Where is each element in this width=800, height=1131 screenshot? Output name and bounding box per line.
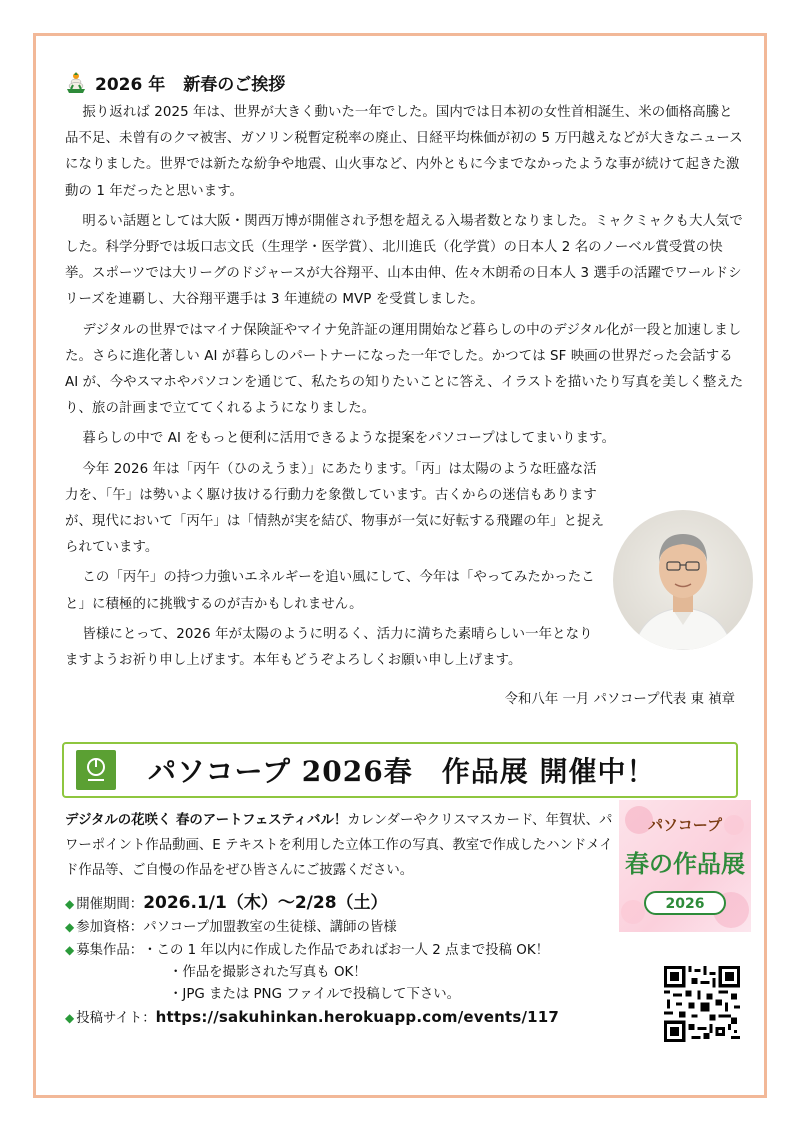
detail-works-row (169, 984, 665, 1006)
detail-period-value: 2026.1/1（木）～2/28（土） (143, 893, 388, 913)
greeting-title: 新春のご挨拶 (183, 75, 286, 95)
detail-works (65, 939, 665, 962)
detail-period (65, 892, 665, 916)
event-intro-headline: デジタルの花咲く 春のアートフェスティバル！ (65, 813, 348, 828)
greeting-paragraph: デジタルの世界ではマイナ保険証やマイナ免許証の運用開始など暮らしの中のデジタル化が一段と加速しました。さらに進化著しい AI が暮らしのパートナーになった一年でした。かつては SF 映画の世界だった会話する AI が、今やスマホやパソコンを通じて、私たちの知りたいことに答え、イラストを描いたり写真を美しく整えたり、旅の計画まで立ててくれるようになりました。 (65, 322, 744, 417)
pasocorp-logo (76, 750, 116, 790)
diamond-bullet-icon: ◆ (65, 943, 75, 957)
kagami-mochi-icon (65, 72, 87, 94)
event-intro-text: カレンダーやクリスマスカード、年賀状、パワーポイント作品動画、E テキストを利用した立体工作の写真、教室で作成したハンドメイド作品等、ご自慢の作品をぜひ皆さんにご披露ください。 (65, 813, 613, 878)
diamond-bullet-icon: ◆ (65, 1011, 75, 1025)
qr-code[interactable] (664, 966, 740, 1042)
detail-eligibility (65, 916, 665, 939)
poster-year-text: 2026 (665, 896, 705, 912)
detail-label: 募集作品： (76, 943, 144, 958)
diamond-bullet-icon: ◆ (65, 920, 75, 934)
detail-works-item: ・この 1 年以内に作成した作品であればお一人 2 点まで投稿 OK！ (143, 943, 549, 958)
greeting-paragraph: 皆様にとって、2026 年が太陽のように明るく、活力に満ちた素晴らしい一年となりますようお祈り申し上げます。本年もどうぞよろしくお願い申し上げます。 (65, 626, 593, 669)
event-banner (62, 742, 738, 798)
greeting-paragraph: 暮らしの中で AI をもっと便利に活用できるような提案をパソコープはしてまいります。 (82, 431, 616, 447)
poster-main-text: 春の作品展 (625, 849, 745, 878)
detail-eligibility-value: パソコープ加盟教室の生徒様、講師の皆様 (143, 920, 397, 935)
event-intro (65, 808, 620, 883)
greeting-paragraph: 明るい話題としては大阪・関西万博が開催され予想を超える入場者数となりました。ミャクミャクも大人気でした。科学分野では坂口志文氏（生理学・医学賞）、北川進氏（化学賞）の日本人 2 名のノーベル賞受賞の快挙。スポーツでは大リーグのドジャースが大谷翔平、山本由伸、佐々木朗希の日本人 3 選手の活躍でワールドシリーズを連覇し、大谷翔平選手は 3 年連続の MVP を受賞しました。 (65, 213, 743, 308)
detail-works-item: ・作品を撮影された写真も OK！ (169, 965, 367, 980)
detail-label: 参加資格： (76, 920, 144, 935)
poster-top-text: パソコープ (648, 816, 722, 834)
greeting-paragraph: 今年 2026 年は「丙午（ひのえうま）」にあたります。「丙」は太陽のような旺盛な活力を、「午」は勢いよく駆け抜ける行動力を象徴しています。古くからの迷信もありますが、現代において「丙午」は「情熱が実を結び、物事が一気に好転する飛躍の年」と捉えられています。 (65, 461, 605, 556)
greeting-year: 2026 年 (95, 75, 166, 95)
representative-portrait (613, 510, 753, 650)
detail-label: 開催期間： (76, 897, 144, 912)
event-banner-title: パソコープ 2026春 作品展 開催中！ (148, 755, 656, 788)
submission-site-link[interactable]: https://sakuhinkan.herokuapp.com/events/117 (155, 1008, 560, 1026)
greeting-paragraph: この「丙午」の持つ力強いエネルギーを追い風にして、今年は「やってみたかったこと」に積極的に挑戦するのが吉かもしれません。 (65, 570, 595, 612)
greeting-heading (65, 70, 285, 95)
detail-site (65, 1006, 665, 1030)
greeting-signature: 令和八年 一月 パソコープ代表 東 禎章 (504, 692, 735, 707)
diamond-bullet-icon: ◆ (65, 897, 75, 911)
detail-works-row (169, 962, 665, 984)
event-details (65, 892, 665, 1030)
greeting-paragraph: 振り返れば 2025 年は、世界が大きく動いた一年でした。国内では日本初の女性首相誕生、米の価格高騰と品不足、未曾有のクマ被害、ガソリン税暫定税率の廃止、日経平均株価が初の 5 万円越えなどが大きなニュースになりました。世界では新たな紛争や地震、山火事など、内外ともに今までなかったような事が続けて起きた激動の 1 年だったと思います。 (65, 105, 743, 199)
detail-label: 投稿サイト： (76, 1011, 156, 1026)
detail-works-item: ・JPG または PNG ファイルで投稿して下さい。 (169, 987, 461, 1002)
